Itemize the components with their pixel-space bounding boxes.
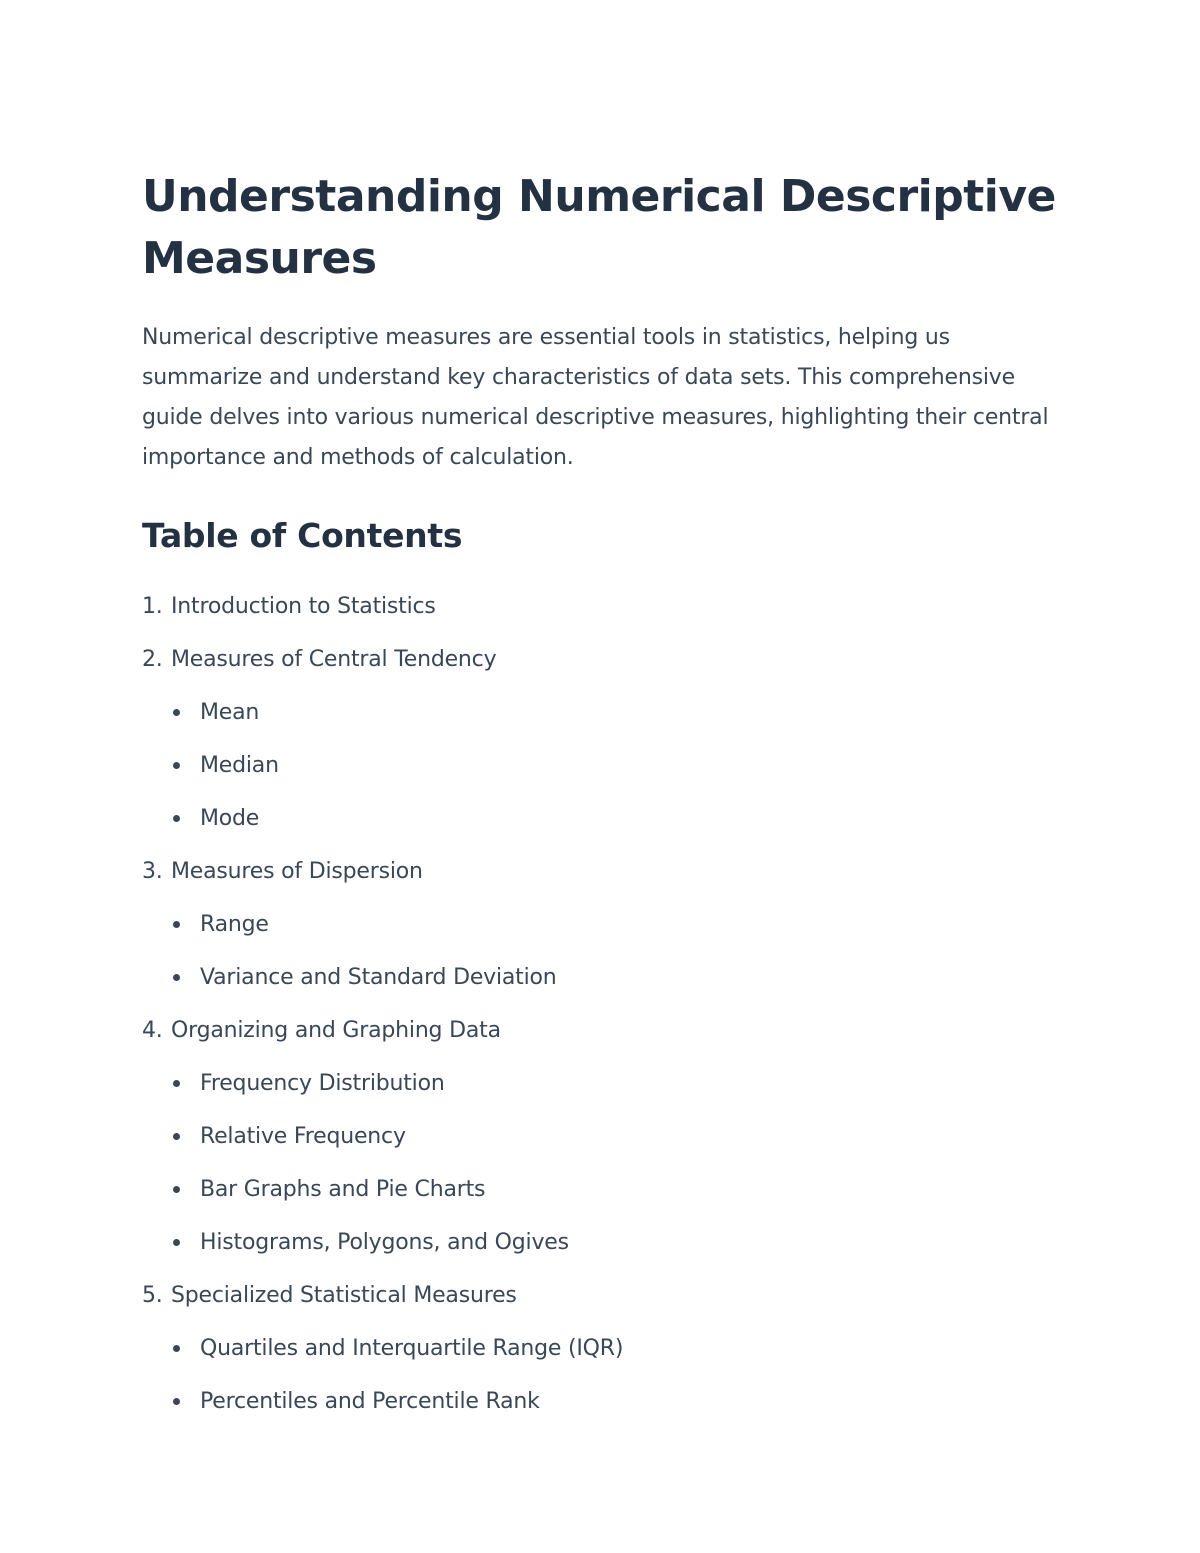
intro-paragraph: Numerical descriptive measures are essential tools in statistics, helping us summarize and understand key characteristics of data sets. This comprehensive guide delves into various numerical descriptive measures, highlighting their central importance and methods of calculation. — [142, 325, 1049, 470]
page-title: Understanding Numerical Descriptive Measures — [142, 171, 1056, 284]
bullet-icon — [173, 974, 180, 981]
toc-subitem — [142, 1110, 1062, 1163]
toc-item-label: Organizing and Graphing Data — [171, 1018, 501, 1043]
toc-subitem — [142, 739, 1062, 792]
toc-item-label: Measures of Dispersion — [171, 859, 423, 884]
toc-subitem-label: Mode — [200, 806, 260, 831]
toc-subitem-label: Variance and Standard Deviation — [200, 965, 557, 990]
toc-item-number: 1. — [142, 594, 163, 619]
toc-sublist — [142, 1322, 1062, 1428]
toc-item-label: Specialized Statistical Measures — [171, 1283, 517, 1308]
toc-item-label: Introduction to Statistics — [171, 594, 436, 619]
toc-item-number: 3. — [142, 859, 163, 884]
toc-subitem — [142, 898, 1062, 951]
toc-item-dispersion — [142, 845, 1062, 1004]
toc-subitem — [142, 1375, 1062, 1428]
toc-subitem-label: Percentiles and Percentile Rank — [200, 1389, 540, 1414]
toc-subitem — [142, 1057, 1062, 1110]
toc-subitem-label: Relative Frequency — [200, 1124, 406, 1149]
toc-subitem-label: Bar Graphs and Pie Charts — [200, 1177, 486, 1202]
toc-item-label: Measures of Central Tendency — [171, 647, 497, 672]
toc-heading: Table of Contents — [142, 516, 463, 555]
document-page — [142, 166, 1062, 1428]
bullet-icon — [173, 1398, 180, 1405]
toc-sublist — [142, 686, 1062, 845]
bullet-icon — [173, 709, 180, 716]
bullet-icon — [173, 1133, 180, 1140]
toc-subitem-label: Range — [200, 912, 269, 937]
toc-subitem — [142, 1163, 1062, 1216]
toc-subitem — [142, 792, 1062, 845]
bullet-icon — [173, 815, 180, 822]
bullet-icon — [173, 1186, 180, 1193]
toc-subitem-label: Frequency Distribution — [200, 1071, 445, 1096]
toc-item-organizing-data — [142, 1004, 1062, 1269]
toc-subitem-label: Mean — [200, 700, 260, 725]
bullet-icon — [173, 921, 180, 928]
toc-sublist — [142, 1057, 1062, 1269]
toc-item-specialized-measures — [142, 1269, 1062, 1428]
toc-sublist — [142, 898, 1062, 1004]
bullet-icon — [173, 762, 180, 769]
bullet-icon — [173, 1080, 180, 1087]
toc-item-introduction — [142, 580, 1062, 633]
toc-item-number: 2. — [142, 647, 163, 672]
bullet-icon — [173, 1345, 180, 1352]
toc-subitem — [142, 1322, 1062, 1375]
toc-subitem-label: Quartiles and Interquartile Range (IQR) — [200, 1336, 624, 1361]
toc-subitem — [142, 686, 1062, 739]
bullet-icon — [173, 1239, 180, 1246]
table-of-contents — [142, 580, 1062, 1428]
toc-subitem-label: Median — [200, 753, 279, 778]
toc-item-number: 5. — [142, 1283, 163, 1308]
toc-item-central-tendency — [142, 633, 1062, 845]
toc-subitem — [142, 951, 1062, 1004]
toc-subitem-label: Histograms, Polygons, and Ogives — [200, 1230, 569, 1255]
toc-subitem — [142, 1216, 1062, 1269]
toc-item-number: 4. — [142, 1018, 163, 1043]
